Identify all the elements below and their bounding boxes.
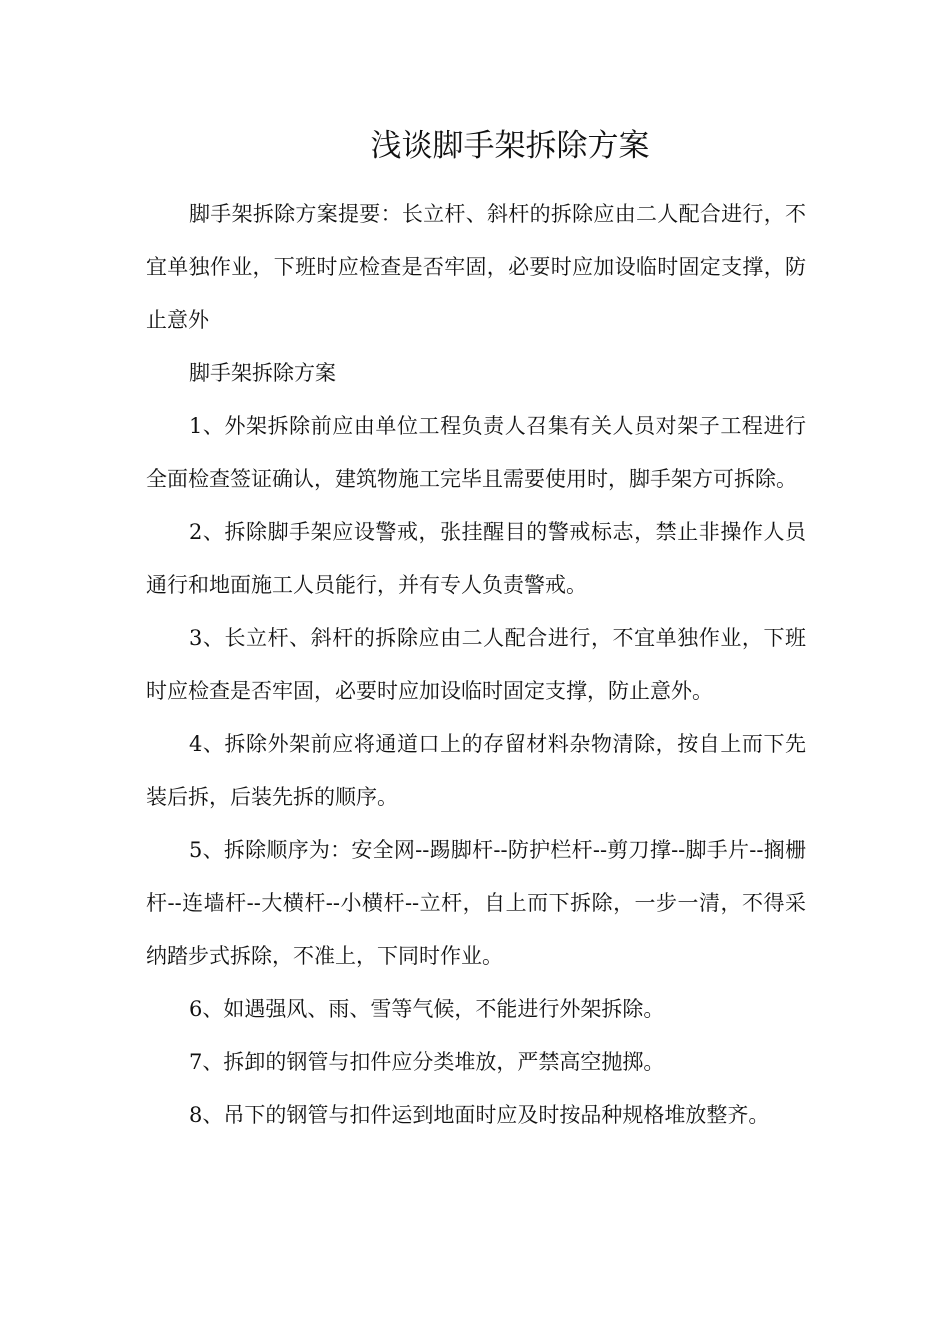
document-title: 浅谈脚手架拆除方案 [370, 128, 650, 164]
list-item: 8、吊下的钢管与扣件运到地面时应及时按品种规格堆放整齐。 [189, 1103, 770, 1127]
list-item: 1、外架拆除前应由单位工程负责人召集有关人员对架子工程进行全面检查签证确认，建筑物施工完毕且需要使用时，脚手架方可拆除。 [146, 414, 806, 491]
summary-paragraph: 脚手架拆除方案提要：长立杆、斜杆的拆除应由二人配合进行，不宜单独作业，下班时应检查是否牢固，必要时应加设临时固定支撑，防止意外 [146, 202, 806, 332]
list-item: 7、拆卸的钢管与扣件应分类堆放，严禁高空抛掷。 [189, 1050, 665, 1074]
list-item: 5、拆除顺序为：安全网--踢脚杆--防护栏杆--剪刀撑--脚手片--搁栅杆--连墙杆--大横杆--小横杆--立杆，自上而下拆除，一步一清，不得采纳踏步式拆除，不准上，下同时作业。 [146, 838, 806, 968]
document-body [146, 188, 806, 1142]
list-item: 4、拆除外架前应将通道口上的存留材料杂物清除，按自上而下先装后拆，后装先拆的顺序。 [146, 732, 806, 809]
section-heading: 脚手架拆除方案 [189, 361, 336, 385]
list-item: 2、拆除脚手架应设警戒，张挂醒目的警戒标志，禁止非操作人员通行和地面施工人员能行，并有专人负责警戒。 [146, 520, 806, 597]
list-item: 6、如遇强风、雨、雪等气候，不能进行外架拆除。 [189, 997, 665, 1021]
list-item: 3、长立杆、斜杆的拆除应由二人配合进行，不宜单独作业，下班时应检查是否牢固，必要时应加设临时固定支撑，防止意外。 [146, 626, 806, 703]
